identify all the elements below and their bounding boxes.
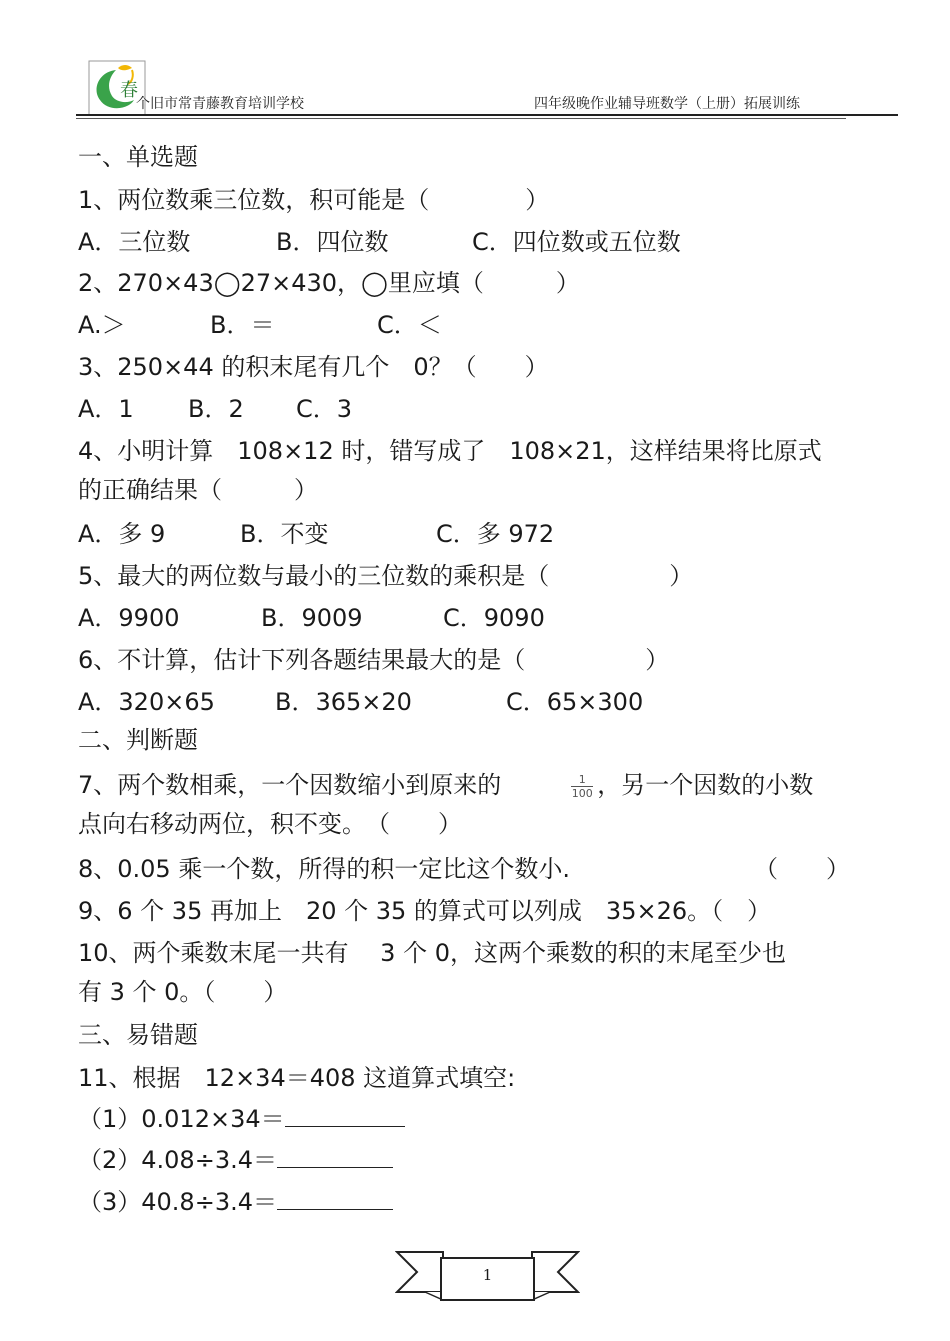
option-a: A．9900 <box>78 604 180 632</box>
question-5-options <box>78 603 545 633</box>
answer-blank[interactable] <box>277 1145 393 1168</box>
option-c: C．＜ <box>377 311 442 339</box>
option-a: A．三位数 <box>78 228 191 256</box>
option-c: C．多 972 <box>436 520 555 548</box>
question-3: 3、250×44 的积末尾有几个 0？（ ） <box>78 353 549 381</box>
section-heading-true-false: 二、判断题 <box>78 726 198 754</box>
option-b: B．9009 <box>261 604 363 632</box>
option-a: A.＞ <box>78 311 126 339</box>
question-10-line-1: 10、两个乘数末尾一共有 3 个 0，这两个乘数的积的末尾至少也 <box>78 939 786 967</box>
question-8-answer-paren: （ ） <box>754 855 850 883</box>
question-5: 5、最大的两位数与最小的三位数的乘积是（ ） <box>78 562 694 590</box>
page-number: 1 <box>482 1266 493 1284</box>
option-b: B．＝ <box>210 311 275 339</box>
question-2: 2、270×43◯27×430，◯里应填（ ） <box>78 269 580 297</box>
course-title: 四年级晚作业辅导班数学（上册）拓展训练 <box>534 96 800 112</box>
question-7-text-after: ，另一个因数的小数 <box>597 771 814 799</box>
option-b: B．不变 <box>240 520 329 548</box>
fraction-one-hundredth: $\frac{1}{100}$ <box>571 772 593 800</box>
question-2-options <box>78 310 442 340</box>
question-7-text-before: 7、两个数相乘，一个因数缩小到原来的 <box>78 771 502 799</box>
question-11-item-1: （1）0.012×34＝ <box>78 1104 405 1134</box>
option-c: C．3 <box>296 395 353 423</box>
option-c: C．9090 <box>443 604 545 632</box>
question-6: 6、不计算，估计下列各题结果最大的是（ ） <box>78 646 670 674</box>
school-name: 个旧市常青藤教育培训学校 <box>136 96 304 112</box>
header-rule <box>76 114 898 116</box>
question-4-options <box>78 519 554 549</box>
answer-blank[interactable] <box>277 1187 393 1210</box>
option-c: C．四位数或五位数 <box>472 228 681 256</box>
question-1-options <box>78 227 681 257</box>
question-1: 1、两位数乘三位数，积可能是（ ） <box>78 186 550 214</box>
option-b: B．2 <box>188 395 244 423</box>
question-3-options <box>78 394 352 424</box>
question-11: 11、根据 12×34＝408 这道算式填空: <box>78 1064 516 1092</box>
question-7-line-1 <box>78 770 813 800</box>
option-b: B．365×20 <box>275 688 412 716</box>
header-rule-thin <box>76 118 846 119</box>
page-footer <box>395 1248 580 1304</box>
question-11-item-3: （3）40.8÷3.4＝ <box>78 1187 393 1217</box>
option-a: A．多 9 <box>78 520 166 548</box>
section-heading-error-prone: 三、易错题 <box>78 1021 198 1049</box>
option-c: C．65×300 <box>506 688 644 716</box>
question-7-line-2: 点向右移动两位，积不变。 （ ） <box>78 810 462 838</box>
answer-blank[interactable] <box>285 1104 405 1127</box>
question-4-line-2: 的正确结果（ ） <box>78 476 318 504</box>
question-11-item-2: （2）4.08÷3.4＝ <box>78 1145 393 1175</box>
question-6-options <box>78 687 643 717</box>
question-4-line-1: 4、小明计算 108×12 时，错写成了 108×21，这样结果将比原式 <box>78 437 822 465</box>
question-8: 8、0.05 乘一个数，所得的积一定比这个数小. （ ） <box>78 855 850 883</box>
page-header <box>88 60 898 120</box>
section-heading-single-choice: 一、单选题 <box>78 143 198 171</box>
option-b: B．四位数 <box>276 228 389 256</box>
option-a: A．1 <box>78 395 134 423</box>
question-10-line-2: 有 3 个 0。（ ） <box>78 978 288 1006</box>
svg-text:春: 春 <box>120 80 138 101</box>
option-a: A．320×65 <box>78 688 215 716</box>
question-9: 9、6 个 35 再加上 20 个 35 的算式可以列成 35×26。（ ） <box>78 897 772 925</box>
